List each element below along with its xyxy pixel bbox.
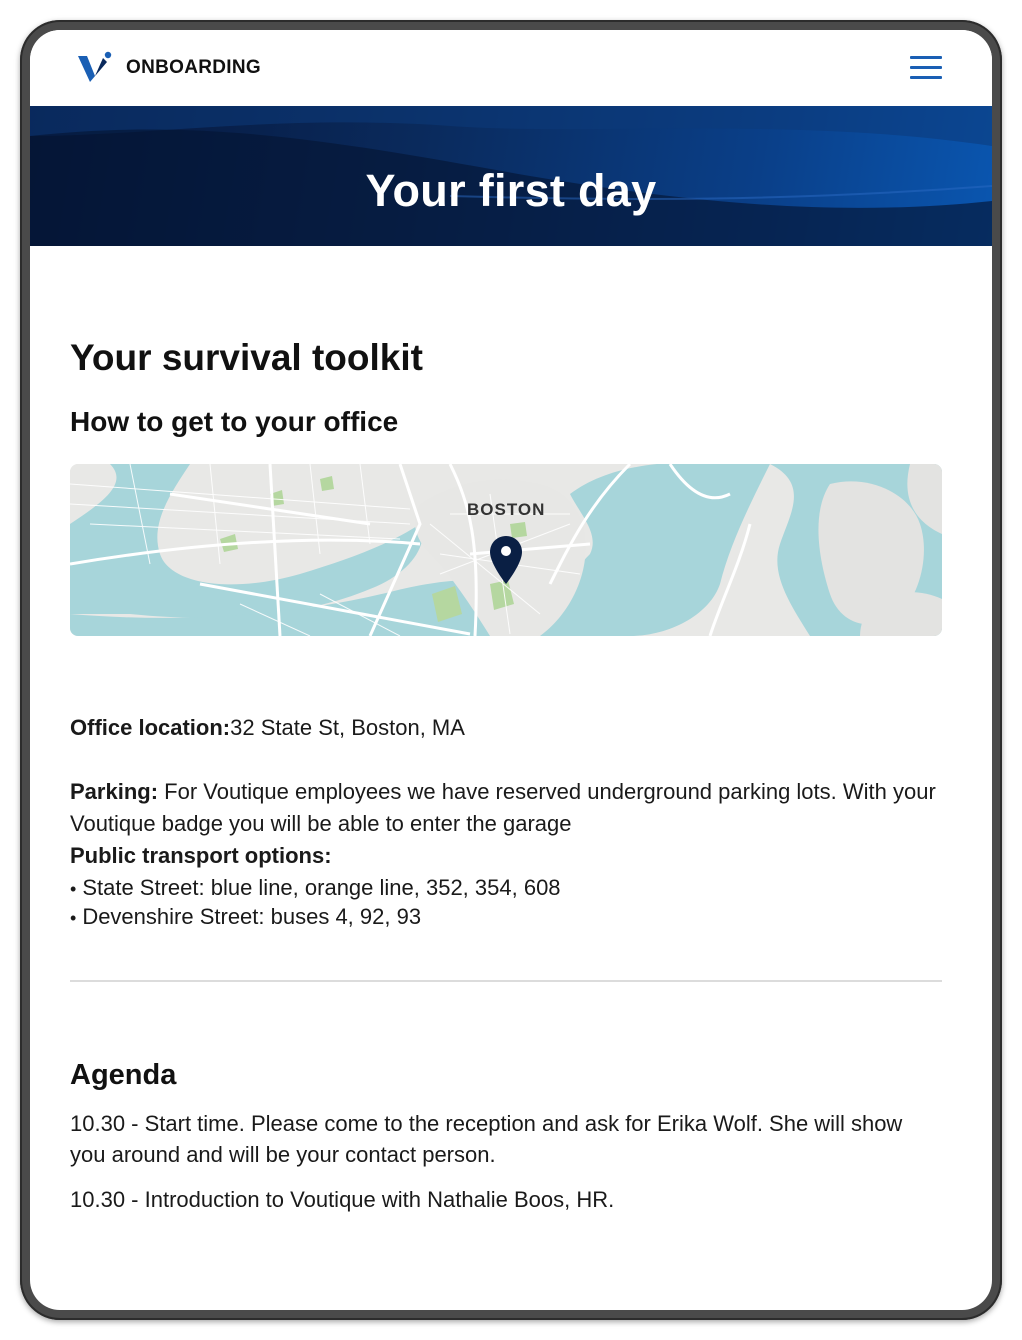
top-navigation-bar (30, 30, 992, 106)
location-pin-icon[interactable] (488, 534, 524, 586)
map-city-label: BOSTON (467, 500, 546, 519)
parking-info (70, 776, 942, 840)
parking-label: Parking: (70, 779, 159, 804)
agenda-item: 10.30 - Start time. Please come to the reception and ask for Erika Wolf. She will show you around and will be your contact person. (70, 1111, 903, 1167)
transport-heading: Public transport options: (70, 843, 332, 868)
transport-item: • State Street: blue line, orange line, 352, 354, 608 (70, 874, 561, 903)
page-title: Your first day (365, 165, 657, 216)
screen (30, 30, 992, 1310)
office-location-label: Office location: (70, 715, 231, 740)
voutique-logo-icon[interactable] (76, 50, 112, 86)
office-map[interactable] (70, 464, 942, 636)
hero-banner (30, 106, 992, 246)
office-location (70, 712, 465, 744)
transport-item: • Devenshire Street: buses 4, 92, 93 (70, 903, 561, 932)
agenda-item: 10.30 - Introduction to Voutique with Nathalie Boos, HR. (70, 1187, 615, 1212)
parking-value: For Voutique employees we have reserved underground parking lots. With your Voutique badge you will be able to enter the garage (70, 779, 936, 836)
transport-list (70, 874, 561, 932)
tablet-frame (20, 20, 1002, 1320)
hamburger-menu-icon[interactable] (908, 54, 944, 82)
office-location-value: 32 State St, Boston, MA (230, 715, 465, 740)
brand-title: ONBOARDING (126, 57, 261, 78)
agenda-title: Agenda (70, 1059, 177, 1091)
section-title: Your survival toolkit (70, 337, 423, 378)
divider (70, 980, 942, 982)
section-subtitle: How to get to your office (70, 406, 399, 437)
